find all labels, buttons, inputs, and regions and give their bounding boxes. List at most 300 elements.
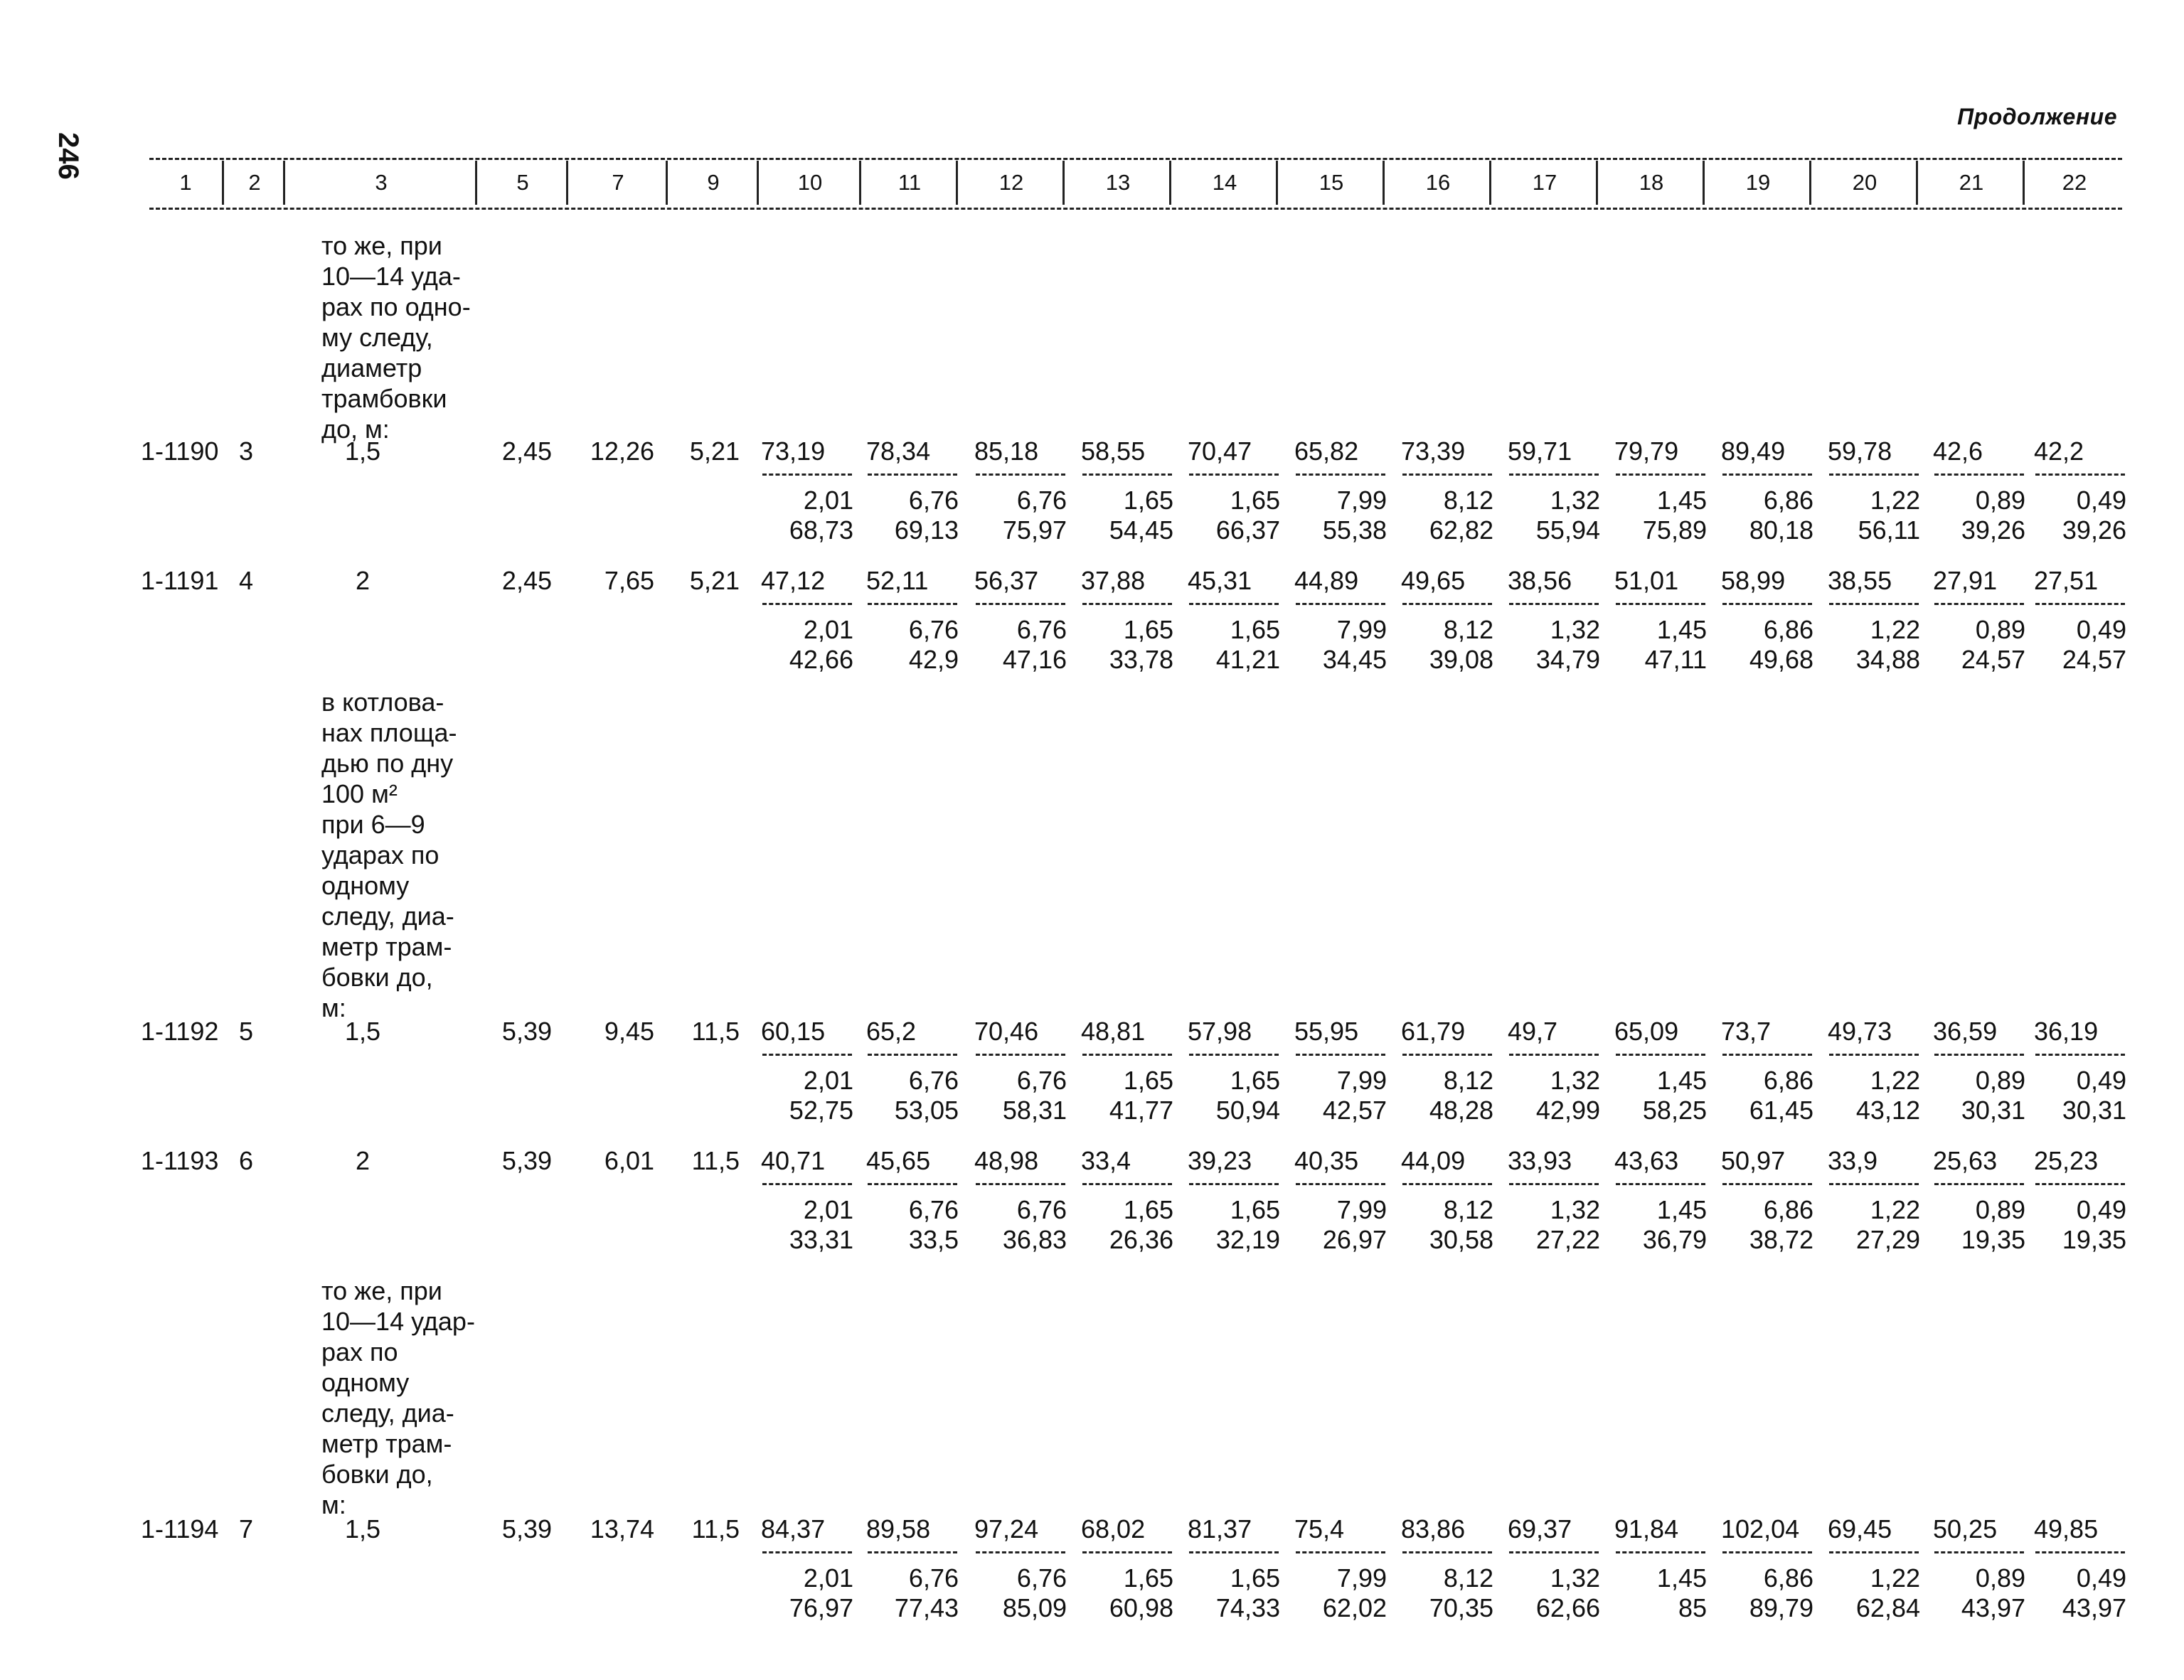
fraction-cell — [1933, 566, 2025, 675]
cell-total: 79,79 — [1614, 437, 1679, 466]
fraction-cell — [1721, 437, 1813, 545]
cell-total: 43,63 — [1614, 1146, 1679, 1175]
fraction-cell — [1828, 437, 1920, 545]
fraction-cell — [1614, 1514, 1707, 1623]
fraction-cell — [1188, 1017, 1280, 1125]
cell-value-upper: 8,12 — [1443, 486, 1493, 515]
cell-total: 36,19 — [2034, 1017, 2099, 1046]
cell-value-lower: 32,19 — [1215, 1225, 1280, 1254]
cell-value-lower: 62,02 — [1322, 1593, 1387, 1622]
cell-value-upper: 1,45 — [1656, 615, 1707, 644]
cell-total: 60,15 — [761, 1017, 826, 1046]
cell-total: 89,58 — [866, 1514, 931, 1543]
fraction-bar — [868, 603, 957, 605]
fraction-cell — [1188, 1514, 1280, 1623]
fraction-bar — [1616, 1551, 1705, 1553]
cell-total: 68,02 — [1081, 1514, 1146, 1543]
fraction-bar — [1296, 1183, 1385, 1185]
cell-total: 25,63 — [1933, 1146, 1998, 1175]
cell-total: 27,91 — [1933, 566, 1998, 595]
fraction-cell — [866, 566, 959, 675]
fraction-cell — [1401, 566, 1493, 675]
cell-total: 42,6 — [1933, 437, 1983, 466]
cell-value-lower: 38,72 — [1749, 1225, 1813, 1254]
fraction-cell — [1294, 566, 1387, 675]
cell-value-lower: 30,31 — [2062, 1096, 2126, 1125]
fraction-cell — [1721, 1017, 1813, 1125]
row-number: 6 — [239, 1146, 254, 1175]
cell-value-upper: 2,01 — [803, 486, 853, 515]
cell-total: 52,11 — [866, 566, 929, 595]
cell-value-upper: 2,01 — [803, 1563, 853, 1593]
column-header: 5 — [475, 161, 568, 205]
fraction-cell — [761, 566, 853, 675]
column-header: 14 — [1169, 161, 1278, 205]
fraction-cell — [2034, 1017, 2126, 1125]
fraction-cell — [1508, 566, 1600, 675]
fraction-bar — [762, 1183, 852, 1185]
cell-value-lower: 33,78 — [1109, 645, 1173, 674]
fraction-bar — [1829, 603, 1919, 605]
cell-value-lower: 62,82 — [1429, 515, 1493, 545]
cell-value-upper: 8,12 — [1443, 1563, 1493, 1593]
cell-value-lower: 42,57 — [1322, 1096, 1387, 1125]
cell-value-lower: 26,36 — [1109, 1225, 1173, 1254]
cell-col9: 5,21 — [689, 566, 740, 595]
fraction-bar — [868, 1054, 957, 1056]
cell-value-upper: 1,45 — [1656, 1066, 1707, 1095]
cell-value-lower: 19,35 — [1961, 1225, 2025, 1254]
cell-value-lower: 43,97 — [1961, 1593, 2025, 1622]
cell-col5: 2,45 — [501, 437, 552, 466]
cell-value-lower: 85,09 — [1002, 1593, 1067, 1622]
section-heading-line: дью по дну — [321, 749, 454, 778]
cell-value-upper: 6,76 — [1016, 1195, 1067, 1224]
cell-total: 55,95 — [1294, 1017, 1359, 1046]
row-code: 1-1194 — [141, 1514, 219, 1543]
fraction-cell — [974, 1146, 1067, 1255]
cell-value-upper: 8,12 — [1443, 1195, 1493, 1224]
fraction-bar — [1189, 603, 1279, 605]
cell-value-lower: 43,12 — [1855, 1096, 1920, 1125]
fraction-cell — [1933, 1514, 2025, 1623]
cell-col5: 5,39 — [501, 1514, 552, 1543]
cell-total: 38,55 — [1828, 566, 1892, 595]
cell-col9: 11,5 — [691, 1146, 740, 1175]
fraction-bar — [1189, 1551, 1279, 1553]
cell-value-upper: 1,32 — [1550, 1195, 1600, 1224]
fraction-cell — [1081, 437, 1173, 545]
section-heading-line: следу, диа- — [321, 901, 454, 931]
cell-value-upper: 6,76 — [908, 1066, 959, 1095]
fraction-bar — [976, 1054, 1065, 1056]
cell-value-upper: 7,99 — [1336, 1066, 1387, 1095]
fraction-cell — [974, 1514, 1067, 1623]
cell-total: 65,09 — [1614, 1017, 1679, 1046]
column-header: 22 — [2023, 161, 2124, 205]
cell-total: 33,9 — [1828, 1146, 1878, 1175]
section-heading-line: 10—14 удар- — [321, 1307, 475, 1336]
fraction-cell — [1294, 1514, 1387, 1623]
fraction-bar — [1722, 1054, 1812, 1056]
cell-value-upper: 0,89 — [1975, 1066, 2025, 1095]
cell-value-upper: 6,76 — [908, 1195, 959, 1224]
cell-value-upper: 1,32 — [1550, 1066, 1600, 1095]
cell-col9: 5,21 — [689, 437, 740, 466]
column-header: 20 — [1809, 161, 1918, 205]
section-heading-line: бовки до, — [321, 1460, 433, 1489]
cell-value-lower: 49,68 — [1749, 645, 1813, 674]
fraction-bar — [1934, 1551, 2024, 1553]
column-header: 1 — [179, 170, 192, 195]
cell-total: 78,34 — [866, 437, 931, 466]
cell-total: 102,04 — [1721, 1514, 1800, 1543]
fraction-cell — [2034, 566, 2126, 675]
section-heading-line: метр трам- — [321, 932, 452, 961]
cell-value-upper: 1,32 — [1550, 1563, 1600, 1593]
cell-value-lower: 34,79 — [1535, 645, 1600, 674]
tamper-diameter: 1,5 — [344, 437, 381, 466]
fraction-bar — [1829, 1551, 1919, 1553]
cell-total: 75,4 — [1294, 1514, 1345, 1543]
cell-total: 57,98 — [1188, 1017, 1252, 1046]
cell-value-upper: 0,49 — [2076, 1066, 2126, 1095]
fraction-cell — [1188, 1146, 1280, 1255]
cell-total: 51,01 — [1614, 566, 1679, 595]
fraction-cell — [1508, 1017, 1600, 1125]
fraction-cell — [1188, 566, 1280, 675]
cell-value-lower: 26,97 — [1322, 1225, 1387, 1254]
cell-value-lower: 75,97 — [1002, 515, 1067, 545]
cell-value-upper: 6,76 — [908, 1563, 959, 1593]
cell-value-lower: 60,98 — [1109, 1593, 1173, 1622]
cell-value-lower: 85 — [1678, 1593, 1707, 1622]
cell-total: 40,71 — [761, 1146, 826, 1175]
fraction-bar — [1189, 473, 1279, 476]
cell-value-lower: 34,45 — [1322, 645, 1387, 674]
fraction-bar — [1402, 603, 1492, 605]
fraction-bar — [1402, 1183, 1492, 1185]
fraction-cell — [1081, 1146, 1173, 1255]
cell-value-lower: 42,66 — [789, 645, 853, 674]
tamper-diameter: 1,5 — [344, 1514, 381, 1543]
cell-value-upper: 6,76 — [908, 486, 959, 515]
cell-total: 44,09 — [1401, 1146, 1466, 1175]
fraction-cell — [1081, 1514, 1173, 1623]
fraction-cell — [1081, 566, 1173, 675]
fraction-bar — [1082, 1551, 1172, 1553]
cell-value-upper: 1,65 — [1123, 486, 1173, 515]
section-heading-line: м: — [321, 993, 346, 1022]
cell-value-upper: 8,12 — [1443, 1066, 1493, 1095]
cell-value-lower: 41,77 — [1109, 1096, 1173, 1125]
fraction-bar — [2035, 1054, 2125, 1056]
cell-value-upper: 6,76 — [1016, 615, 1067, 644]
cell-value-upper: 0,49 — [2076, 486, 2126, 515]
cell-total: 89,49 — [1721, 437, 1786, 466]
section-heading-line: до, м: — [321, 414, 390, 444]
column-header: 11 — [859, 161, 958, 205]
cell-value-lower: 33,5 — [908, 1225, 959, 1254]
cell-value-upper: 1,22 — [1870, 1563, 1920, 1593]
fraction-bar — [1296, 603, 1385, 605]
cell-value-upper: 7,99 — [1336, 1563, 1387, 1593]
section-heading-line: 100 м² — [321, 779, 398, 808]
cell-value-lower: 68,73 — [789, 515, 853, 545]
cell-value-lower: 52,75 — [789, 1096, 853, 1125]
cell-value-lower: 42,9 — [908, 645, 959, 674]
cell-value-lower: 55,94 — [1535, 515, 1600, 545]
cell-value-lower: 74,33 — [1215, 1593, 1280, 1622]
fraction-cell — [761, 1017, 853, 1125]
cell-value-lower: 42,99 — [1535, 1096, 1600, 1125]
fraction-bar — [1722, 603, 1812, 605]
column-header: 9 — [666, 161, 759, 205]
cell-value-upper: 1,22 — [1870, 1066, 1920, 1095]
fraction-bar — [762, 603, 852, 605]
cell-value-lower: 54,45 — [1109, 515, 1173, 545]
cell-value-upper: 1,65 — [1123, 1563, 1173, 1593]
column-header: 19 — [1703, 161, 1811, 205]
cell-value-lower: 50,94 — [1215, 1096, 1280, 1125]
fraction-cell — [1614, 1017, 1707, 1125]
cell-value-lower: 47,16 — [1002, 645, 1067, 674]
cell-value-lower: 47,11 — [1644, 645, 1707, 674]
fraction-bar — [1082, 603, 1172, 605]
section-heading-line: то же, при — [321, 1276, 442, 1305]
fraction-cell — [866, 1146, 959, 1255]
cell-total: 25,23 — [2034, 1146, 2099, 1175]
fraction-cell — [1508, 1146, 1600, 1255]
cell-total: 65,82 — [1294, 437, 1359, 466]
cell-value-upper: 1,22 — [1870, 615, 1920, 644]
cell-value-upper: 0,89 — [1975, 1563, 2025, 1593]
section-heading-line: нах площа- — [321, 718, 457, 747]
cell-total: 85,18 — [974, 437, 1039, 466]
cell-total: 50,97 — [1721, 1146, 1786, 1175]
cell-total: 81,37 — [1188, 1514, 1252, 1543]
cell-value-upper: 2,01 — [803, 1195, 853, 1224]
fraction-cell — [1294, 437, 1387, 545]
cell-total: 73,19 — [761, 437, 826, 466]
cell-value-lower: 30,58 — [1429, 1225, 1493, 1254]
column-header: 16 — [1383, 161, 1491, 205]
section-heading-line: в котлова- — [321, 687, 444, 717]
cell-col5: 5,39 — [501, 1017, 552, 1046]
fraction-bar — [1296, 473, 1385, 476]
fraction-cell — [1401, 437, 1493, 545]
cell-total: 59,71 — [1508, 437, 1572, 466]
fraction-bar — [1829, 473, 1919, 476]
cell-total: 49,65 — [1401, 566, 1466, 595]
fraction-bar — [1934, 1183, 2024, 1185]
continuation-label: Продолжение — [1957, 104, 2117, 129]
cell-value-lower: 36,79 — [1642, 1225, 1707, 1254]
tamper-diameter: 2 — [355, 566, 371, 595]
fraction-cell — [2034, 437, 2126, 545]
column-header: 21 — [1916, 161, 2025, 205]
cell-total: 45,65 — [866, 1146, 931, 1175]
cell-value-lower: 41,21 — [1215, 645, 1280, 674]
fraction-bar — [1722, 473, 1812, 476]
fraction-bar — [1296, 1551, 1385, 1553]
cell-value-lower: 34,88 — [1855, 645, 1920, 674]
fraction-bar — [1509, 473, 1599, 476]
fraction-bar — [1082, 473, 1172, 476]
cell-col7: 9,45 — [604, 1017, 654, 1046]
cell-value-lower: 56,11 — [1858, 515, 1920, 545]
cell-value-lower: 66,37 — [1215, 515, 1280, 545]
fraction-bar — [1616, 1183, 1705, 1185]
section-heading-line: диаметр — [321, 353, 422, 382]
cell-value-lower: 77,43 — [894, 1593, 959, 1622]
fraction-cell — [2034, 1146, 2126, 1255]
fraction-bar — [1509, 1054, 1599, 1056]
cell-col9: 11,5 — [691, 1514, 740, 1543]
section-heading-line: ударах по — [321, 840, 440, 870]
cell-total: 69,45 — [1828, 1514, 1892, 1543]
cell-value-upper: 1,65 — [1230, 486, 1280, 515]
cell-value-lower: 58,25 — [1642, 1096, 1707, 1125]
cell-value-upper: 8,12 — [1443, 615, 1493, 644]
cell-total: 58,55 — [1081, 437, 1146, 466]
cell-value-upper: 6,76 — [1016, 1066, 1067, 1095]
fraction-bar — [762, 473, 852, 476]
fraction-cell — [1828, 1017, 1920, 1125]
fraction-bar — [1296, 1054, 1385, 1056]
cell-total: 49,85 — [2034, 1514, 2099, 1543]
fraction-bar — [2035, 1183, 2125, 1185]
fraction-cell — [974, 437, 1067, 545]
fraction-cell — [1933, 1017, 2025, 1125]
cell-value-upper: 1,45 — [1656, 1563, 1707, 1593]
cell-total: 73,39 — [1401, 437, 1466, 466]
cell-total: 61,79 — [1401, 1017, 1466, 1046]
cell-value-lower: 43,97 — [2062, 1593, 2126, 1622]
section-heading-line: рах по — [321, 1337, 398, 1366]
fraction-cell — [974, 566, 1067, 675]
cell-value-lower: 39,08 — [1429, 645, 1493, 674]
cell-value-lower: 27,22 — [1535, 1225, 1600, 1254]
cell-col9: 11,5 — [691, 1017, 740, 1046]
cell-total: 73,7 — [1721, 1017, 1772, 1046]
fraction-bar — [2035, 1551, 2125, 1553]
fraction-bar — [976, 473, 1065, 476]
cell-total: 48,81 — [1081, 1017, 1146, 1046]
fraction-bar — [1934, 473, 2024, 476]
section-heading-line: бовки до, — [321, 963, 433, 992]
column-header: 2 — [222, 161, 285, 205]
cell-value-lower: 55,38 — [1322, 515, 1387, 545]
cell-value-upper: 0,49 — [2076, 1563, 2126, 1593]
cell-total: 70,46 — [974, 1017, 1039, 1046]
fraction-cell — [1933, 437, 2025, 545]
section-heading-line: рах по одно- — [321, 292, 471, 321]
fraction-bar — [1189, 1054, 1279, 1056]
cell-total: 36,59 — [1933, 1017, 1998, 1046]
fraction-bar — [2035, 603, 2125, 605]
cell-total: 65,2 — [866, 1017, 917, 1046]
cell-value-lower: 24,57 — [2062, 645, 2126, 674]
cell-value-upper: 6,76 — [1016, 486, 1067, 515]
fraction-cell — [1721, 1146, 1813, 1255]
fraction-bar — [1616, 473, 1705, 476]
cell-total: 33,93 — [1508, 1146, 1572, 1175]
cell-value-lower: 33,31 — [789, 1225, 853, 1254]
section-heading-line: следу, диа- — [321, 1398, 454, 1428]
fraction-bar — [1509, 1551, 1599, 1553]
fraction-bar — [1509, 1183, 1599, 1185]
fraction-cell — [1294, 1017, 1387, 1125]
fraction-bar — [1189, 1183, 1279, 1185]
cell-value-lower: 39,26 — [1961, 515, 2025, 545]
cell-value-upper: 7,99 — [1336, 1195, 1387, 1224]
column-header: 13 — [1062, 161, 1171, 205]
fraction-bar — [976, 1551, 1065, 1553]
section-heading-line: 10—14 уда- — [321, 262, 461, 291]
cell-total: 44,89 — [1294, 566, 1359, 595]
cell-value-lower: 70,35 — [1429, 1593, 1493, 1622]
section-heading-line: трамбовки — [321, 384, 447, 413]
cell-value-lower: 27,29 — [1855, 1225, 1920, 1254]
cell-value-lower: 19,35 — [2062, 1225, 2126, 1254]
column-header: 7 — [566, 161, 668, 205]
cell-value-upper: 6,76 — [908, 615, 959, 644]
fraction-bar — [1722, 1551, 1812, 1553]
row-code: 1-1190 — [141, 437, 219, 466]
fraction-cell — [974, 1017, 1067, 1125]
cell-value-upper: 6,86 — [1763, 1195, 1813, 1224]
cell-col7: 12,26 — [590, 437, 654, 466]
cell-value-lower: 89,79 — [1749, 1593, 1813, 1622]
section-heading-line: одному — [321, 871, 410, 900]
section-heading-line: при 6—9 — [321, 810, 425, 839]
fraction-bar — [1934, 1054, 2024, 1056]
column-header: 3 — [283, 161, 477, 205]
cell-total: 84,37 — [761, 1514, 826, 1543]
fraction-bar — [868, 473, 957, 476]
cell-col7: 7,65 — [604, 566, 654, 595]
fraction-bar — [1402, 473, 1492, 476]
cell-value-lower: 62,84 — [1855, 1593, 1920, 1622]
fraction-bar — [1829, 1183, 1919, 1185]
tamper-diameter: 1,5 — [344, 1017, 381, 1046]
cell-value-upper: 2,01 — [803, 1066, 853, 1095]
cell-value-upper: 0,89 — [1975, 1195, 2025, 1224]
tamper-diameter: 2 — [355, 1146, 371, 1175]
column-header: 10 — [757, 161, 861, 205]
cell-value-lower: 80,18 — [1749, 515, 1813, 545]
fraction-bar — [1509, 603, 1599, 605]
cell-value-lower: 39,26 — [2062, 515, 2126, 545]
cell-value-upper: 1,45 — [1656, 486, 1707, 515]
fraction-bar — [868, 1551, 957, 1553]
cell-total: 38,56 — [1508, 566, 1572, 595]
cell-value-upper: 1,65 — [1230, 1066, 1280, 1095]
cell-value-lower: 75,89 — [1642, 515, 1707, 545]
fraction-cell — [1828, 1146, 1920, 1255]
cell-value-upper: 6,86 — [1763, 615, 1813, 644]
section-heading — [321, 230, 485, 444]
section-heading — [321, 1275, 485, 1520]
cell-col7: 6,01 — [604, 1146, 654, 1175]
column-header: 18 — [1596, 161, 1705, 205]
cell-total: 42,2 — [2034, 437, 2084, 466]
cell-value-upper: 1,65 — [1230, 1563, 1280, 1593]
cell-total: 58,99 — [1721, 566, 1786, 595]
cell-value-upper: 1,45 — [1656, 1195, 1707, 1224]
cell-value-upper: 6,76 — [1016, 1563, 1067, 1593]
